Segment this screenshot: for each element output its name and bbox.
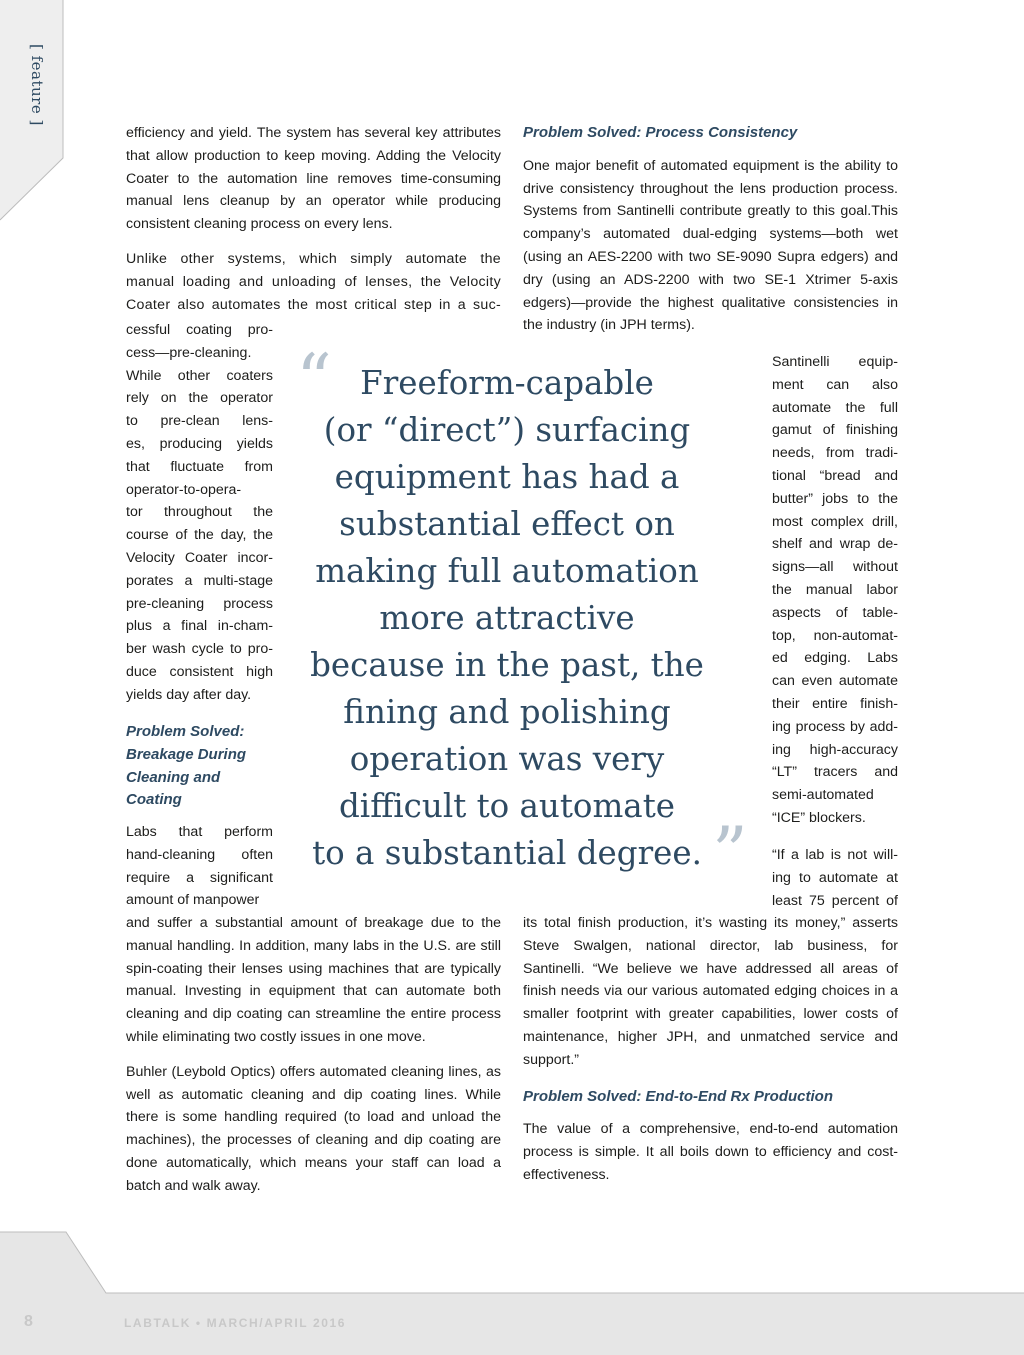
text-line: butter” jobs to the: [772, 490, 898, 507]
text-line: Labs that perform: [126, 824, 273, 840]
pull-quote-line: because in the past, the: [310, 646, 704, 684]
text-line: ment can also: [772, 376, 898, 393]
heading-end-to-end: Problem Solved: End-to-End Rx Production: [523, 1087, 834, 1105]
text-line: signs—all without: [772, 559, 898, 576]
text-line: plus a final in-cham-: [126, 618, 273, 635]
right-paragraph-1: One major benefit of automated equipment is the ability to drive consistency throughout the lens production process. Systems from Santinelli contribute greatly to this goal.This company’s automated dual-edging systems—both wet (using an AES-2200 with two SE-9090 Supra edgers) and dry (using an ADS-2200 with two SE-1 Xtrimer 5-axis edgers)—provide the highest qualitative consistencies in the industry (in JPH terms).: [523, 157, 898, 334]
text-line: es, producing yields: [126, 435, 273, 452]
pull-quote-line: equipment has had a: [334, 458, 680, 496]
right-paragraph-3-rest: its total finish production, it’s wasting its money,” asserts Steve Swalgen, national director, lab business, for Santinelli. “We believe we have addressed all areas of finish needs via our various automated edging choices in a smaller footprint with greater capabilities, lower costs of maintenance, higher JPH, and unmatched service and support.”: [523, 915, 898, 1068]
right-paragraph-2-narrow: [772, 351, 898, 830]
text-line: most complex drill,: [772, 513, 898, 530]
text-line: least 75 percent of: [772, 892, 898, 909]
right-paragraph-4: The value of a comprehensive, end-to-end automation process is simple. It all boils down to efficiency and cost-effectiveness.: [523, 1121, 898, 1183]
text-line: gamut of finishing: [772, 422, 898, 439]
text-line: ber wash cycle to pro-: [126, 641, 273, 658]
pull-quote-line: substantial effect on: [339, 505, 675, 543]
text-line: duce consistent high: [126, 663, 273, 680]
right-column-top: [523, 122, 898, 349]
left-column-top: [126, 122, 501, 316]
text-line: aspects of table-: [772, 604, 898, 621]
text-line: pre-cleaning process: [126, 595, 273, 612]
page-number: 8: [24, 1313, 33, 1330]
heading-line: Coating: [126, 791, 182, 809]
text-line: shelf and wrap de-: [772, 536, 898, 553]
pull-quote-line: (or “direct”) surfacing: [323, 411, 691, 449]
text-line: Velocity Coater incor-: [126, 549, 273, 566]
text-line: automate the full: [772, 399, 898, 416]
left-paragraph-2-full: [126, 248, 501, 316]
pull-quote-line: difficult to automate: [339, 787, 675, 825]
text-line: semi-automated: [772, 787, 874, 804]
close-quote-mark: ”: [712, 812, 748, 894]
text-line: yields day after day.: [126, 686, 252, 703]
text-line: require a significant: [126, 869, 273, 886]
text-line: porates a multi-stage: [126, 572, 273, 589]
right-paragraph-3-narrow: [772, 844, 898, 912]
text-line: operator-to-opera-: [126, 481, 242, 498]
text-line: can even automate: [772, 673, 898, 690]
text-line: ing to automate at: [772, 869, 898, 886]
text-line: needs, from tradi-: [772, 445, 898, 462]
heading-breakage: [126, 721, 276, 812]
text-line: that fluctuate from: [126, 458, 273, 475]
section-tab-label: [ feature ]: [28, 44, 46, 126]
left-paragraph-3-narrow: [126, 821, 273, 912]
pull-quote-line: operation was very: [349, 740, 665, 778]
text-line: course of the day, the: [126, 527, 273, 544]
text-line: cessful coating pro-: [126, 322, 273, 338]
text-line: ing process by add-: [772, 718, 898, 735]
left-column-bottom: [126, 912, 501, 1210]
text-line: tor throughout the: [126, 504, 273, 521]
left-paragraph-4: Buhler (Leybold Optics) offers automated cleaning lines, as well as automatic cleaning and dip coating lines. While there is some handling required (to load and unload the machines), the processes of cleaning and dip coating are done automatically, which means your staff can load a batch and walk away.: [126, 1063, 501, 1194]
text-line: tional “bread and: [772, 467, 898, 484]
text-line: Unlike other systems, which simply automate the: [126, 250, 501, 267]
text-line: Santinelli equip-: [772, 354, 898, 370]
text-line: the manual labor: [772, 581, 898, 598]
text-line: Coater also automates the most critical step in a suc-: [126, 296, 501, 313]
text-line: their entire finish-: [772, 695, 898, 712]
text-line: amount of manpower: [126, 892, 260, 909]
text-line: “If a lab is not will-: [772, 847, 898, 863]
text-line: manual loading and unloading of lenses, the Velocity: [126, 273, 501, 290]
text-line: hand-cleaning often: [126, 846, 273, 863]
pull-quote-line: more attractive: [379, 599, 635, 637]
text-line: ing high-accuracy: [772, 741, 898, 758]
heading-line: Breakage During: [126, 745, 247, 763]
pull-quote: [292, 360, 722, 877]
publication-line: LABTALK • MARCH/APRIL 2016: [124, 1316, 347, 1330]
heading-process-consistency: Problem Solved: Process Consistency: [523, 124, 798, 141]
text-line: to pre-clean lens-: [126, 413, 273, 430]
heading-line: Cleaning and: [126, 768, 221, 786]
left-paragraph-3-rest: and suffer a substantial amount of breakage due to the manual handling. In addition, many labs in the U.S. are still spin-coating their lenses using machines that are typically manual. Investing in equipment that can automate both cleaning and dip coating can streamline the entire process while eliminating two costly issues in one move.: [126, 915, 501, 1045]
text-line: “LT” tracers and: [772, 764, 898, 781]
text-line: top, non-automat-: [772, 627, 898, 644]
text-line: rely on the operator: [126, 390, 273, 407]
footer-band-border: [0, 1232, 1024, 1293]
text-line: cess—pre-cleaning.: [126, 344, 252, 361]
pull-quote-line: to a substantial degree.: [312, 834, 702, 872]
heading-line: Problem Solved:: [126, 723, 245, 740]
pull-quote-line: making full automation: [315, 552, 699, 590]
text-line: “ICE” blockers.: [772, 809, 866, 826]
pull-quote-line: fining and polishing: [343, 693, 671, 731]
right-column-bottom: [523, 912, 898, 1199]
left-paragraph-2-narrow: [126, 319, 273, 707]
text-line: ed edging. Labs: [772, 650, 898, 667]
text-line: While other coaters: [126, 367, 273, 384]
left-paragraph-1: efficiency and yield. The system has several key attributes that allow production to keep moving. Adding the Velocity Coater to the automation line removes time-consuming manual lens cleanup by an operator while producing consistent cleaning process on every lens.: [126, 125, 501, 233]
open-quote-mark: “: [296, 339, 332, 421]
pull-quote-line: Freeform-capable: [360, 364, 654, 402]
